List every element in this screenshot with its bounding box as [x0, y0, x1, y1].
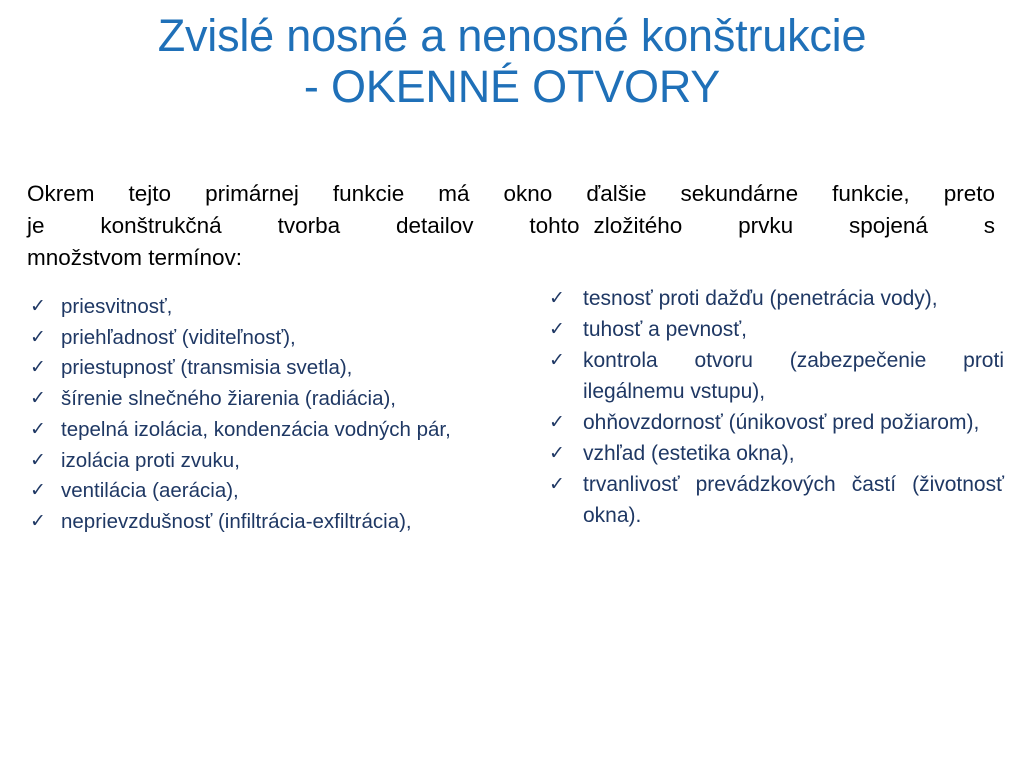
list-item [546, 407, 1004, 438]
check-icon: ✓ [549, 443, 565, 464]
left-bullet-list [28, 292, 538, 538]
check-icon: ✓ [30, 418, 46, 440]
check-icon: ✓ [549, 350, 565, 371]
intro-line-1: Okrem tejto primárnej funkcie má okno ďalšie sekundárne funkcie, preto [27, 181, 995, 206]
check-icon: ✓ [549, 319, 565, 340]
intro-paragraph [27, 178, 995, 274]
list-item [28, 507, 538, 538]
check-icon: ✓ [30, 480, 46, 502]
list-item-label: ventilácia (aerácia), [61, 479, 239, 503]
check-icon: ✓ [30, 357, 46, 379]
list-item-label: trvanlivosť prevádzkových častí (životnosť okna). [583, 473, 1004, 527]
list-item-label: tesnosť proti dažďu (penetrácia vody), [583, 287, 938, 310]
list-item-label: priehľadnosť (viditeľnosť), [61, 325, 296, 349]
check-icon: ✓ [549, 412, 565, 433]
list-item-label: ohňovzdornosť (únikovosť pred požiarom), [583, 411, 980, 434]
list-item [546, 283, 1004, 314]
check-icon: ✓ [30, 510, 46, 532]
list-item [546, 345, 1004, 407]
list-item [28, 415, 538, 446]
list-item [546, 438, 1004, 469]
check-icon: ✓ [549, 474, 565, 495]
list-item [28, 292, 538, 323]
right-bullet-list [546, 283, 1004, 531]
list-item-label: priestupnosť (transmisia svetla), [61, 356, 353, 380]
page-title [0, 10, 1024, 112]
intro-line-2 [27, 210, 995, 242]
intro-line-2-part-a: je konštrukčná tvorba detailov tohto [27, 213, 580, 238]
check-icon: ✓ [30, 388, 46, 410]
intro-line-2-part-b: zložitého prvku spojená s [593, 213, 995, 238]
intro-line-3: množstvom termínov: [27, 245, 243, 270]
list-item-label: neprievzdušnosť (infiltrácia-exfiltrácia), [61, 509, 412, 533]
check-icon: ✓ [549, 288, 565, 309]
check-icon: ✓ [30, 326, 46, 348]
list-item [28, 353, 538, 384]
check-icon: ✓ [30, 296, 46, 317]
list-item [28, 446, 538, 477]
list-item [546, 469, 1004, 531]
title-line-2: - OKENNÉ OTVORY [303, 61, 721, 112]
list-item-label: priesvitnosť, [61, 295, 173, 318]
right-bullet-column [546, 283, 1004, 531]
list-item-label: šírenie slnečného žiarenia (radiácia), [61, 387, 397, 411]
list-item-label: izolácia proti zvuku, [61, 448, 240, 472]
list-item-label: kontrola otvoru (zabezpečenie proti ilegálnemu vstupu), [583, 349, 1004, 403]
list-item-label: tuhosť a pevnosť, [583, 318, 748, 341]
list-item-label: tepelná izolácia, kondenzácia vodných pár, [61, 417, 451, 441]
left-bullet-column [28, 292, 538, 538]
check-icon: ✓ [30, 449, 46, 471]
list-item [28, 384, 538, 415]
list-item [28, 476, 538, 507]
list-item-label: vzhľad (estetika okna), [583, 442, 795, 465]
list-item [546, 314, 1004, 345]
title-line-1: Zvislé nosné a nenosné konštrukcie [157, 10, 867, 61]
list-item [28, 323, 538, 354]
